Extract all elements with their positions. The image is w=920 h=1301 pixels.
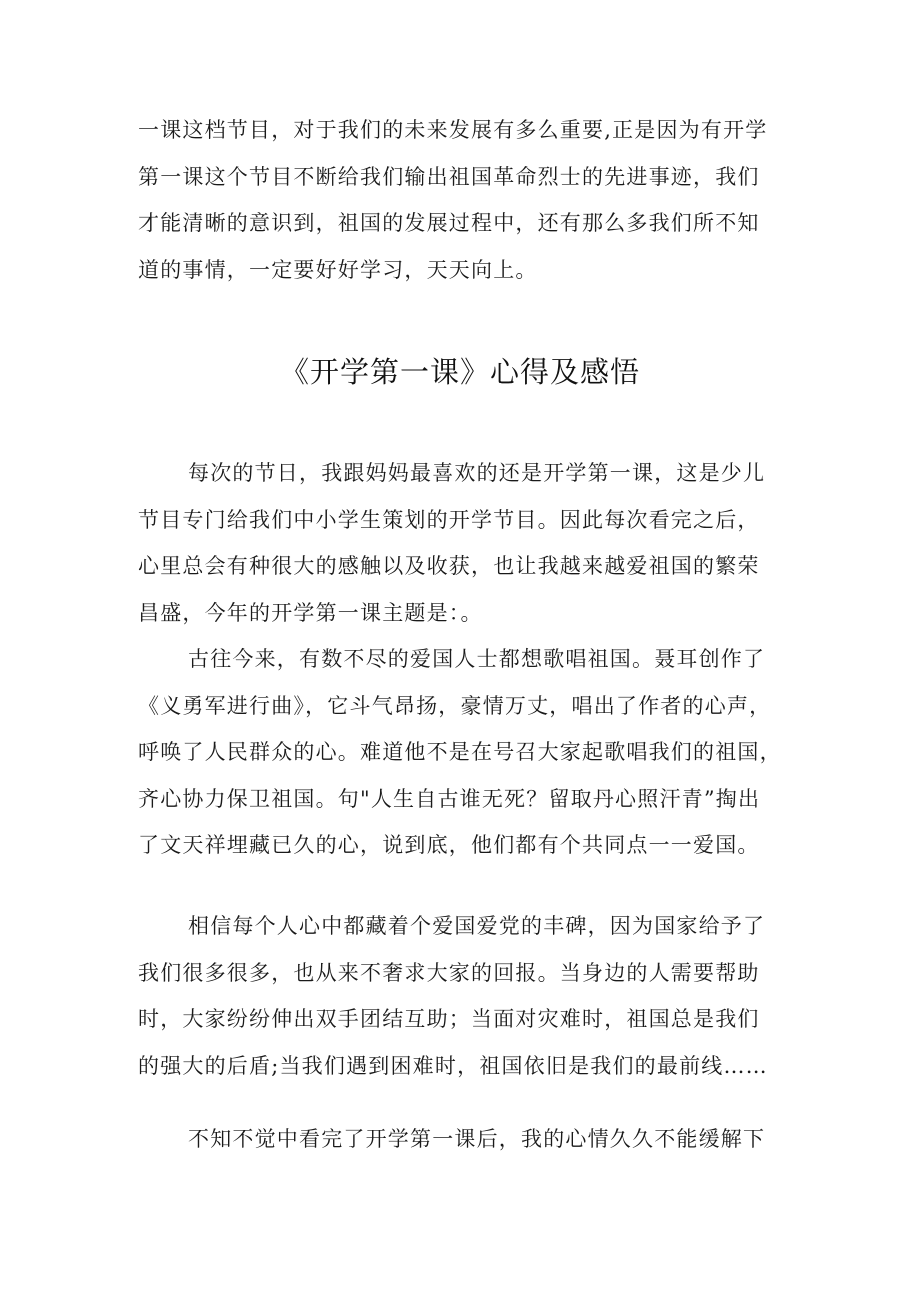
text-line: 我们很多很多，也从来不奢求大家的回报。当身边的人需要帮助 bbox=[138, 960, 760, 985]
paragraph-4 bbox=[138, 1116, 798, 1163]
text-line: 呼唤了人民群众的心。难道他不是在号召大家起歌唱我们的祖国， bbox=[138, 740, 782, 764]
paragraph-2 bbox=[138, 636, 798, 869]
text-line: 的强大的后盾;当我们遇到困难时，祖国依旧是我们的最前线…… bbox=[138, 1053, 768, 1078]
text-line: 一课这档节目，对于我们的未来发展有多么重要,正是因为有开学 bbox=[138, 118, 768, 142]
text-line: 相信每个人心中都藏着个爱国爱党的丰碑，因为国家给予了 bbox=[188, 914, 766, 938]
paragraph-1 bbox=[138, 450, 798, 636]
text-line: 齐心协力保卫祖国。句"人生自古谁无死？留取丹心照汗青”掏出 bbox=[138, 786, 761, 811]
document-title: 《开学第一课》心得及感悟 bbox=[279, 355, 640, 389]
paragraph-3 bbox=[138, 903, 798, 1089]
text-line: 《义勇军进行曲》，它斗气昂扬，豪情万丈，唱出了作者的心声， bbox=[138, 693, 772, 718]
text-line: 了文天祥埋藏已久的心，说到底，他们都有个共同点一一爱国。 bbox=[138, 833, 760, 857]
text-line: 第一课这个节目不断给我们输出祖国革命烈士的先进事迹，我们 bbox=[138, 164, 760, 189]
text-line: 每次的节日，我跟妈妈最喜欢的还是开学第一课，这是少儿 bbox=[188, 461, 766, 485]
text-line: 时，大家纷纷伸出双手团结互助；当面对灾难时，祖国总是我们 bbox=[138, 1007, 760, 1031]
text-line: 不知不觉中看完了开学第一课后，我的心情久久不能缓解下 bbox=[188, 1127, 766, 1151]
text-line: 心里总会有种很大的感触以及收获，也让我越来越爱祖国的繁荣 bbox=[138, 554, 760, 578]
intro-paragraph bbox=[138, 107, 798, 293]
text-line: 道的事情，一定要好好学习，天天向上。 bbox=[138, 257, 538, 282]
text-line: 古往今来，有数不尽的爱国人士都想歌唱祖国。聂耳创作了 bbox=[188, 647, 766, 671]
text-line: 昌盛，今年的开学第一课主题是：。 bbox=[138, 600, 483, 625]
text-line: 节目专门给我们中小学生策划的开学节目。因此每次看完之后， bbox=[138, 507, 760, 532]
text-line: 才能清晰的意识到，祖国的发展过程中，还有那么多我们所不知 bbox=[138, 211, 760, 235]
